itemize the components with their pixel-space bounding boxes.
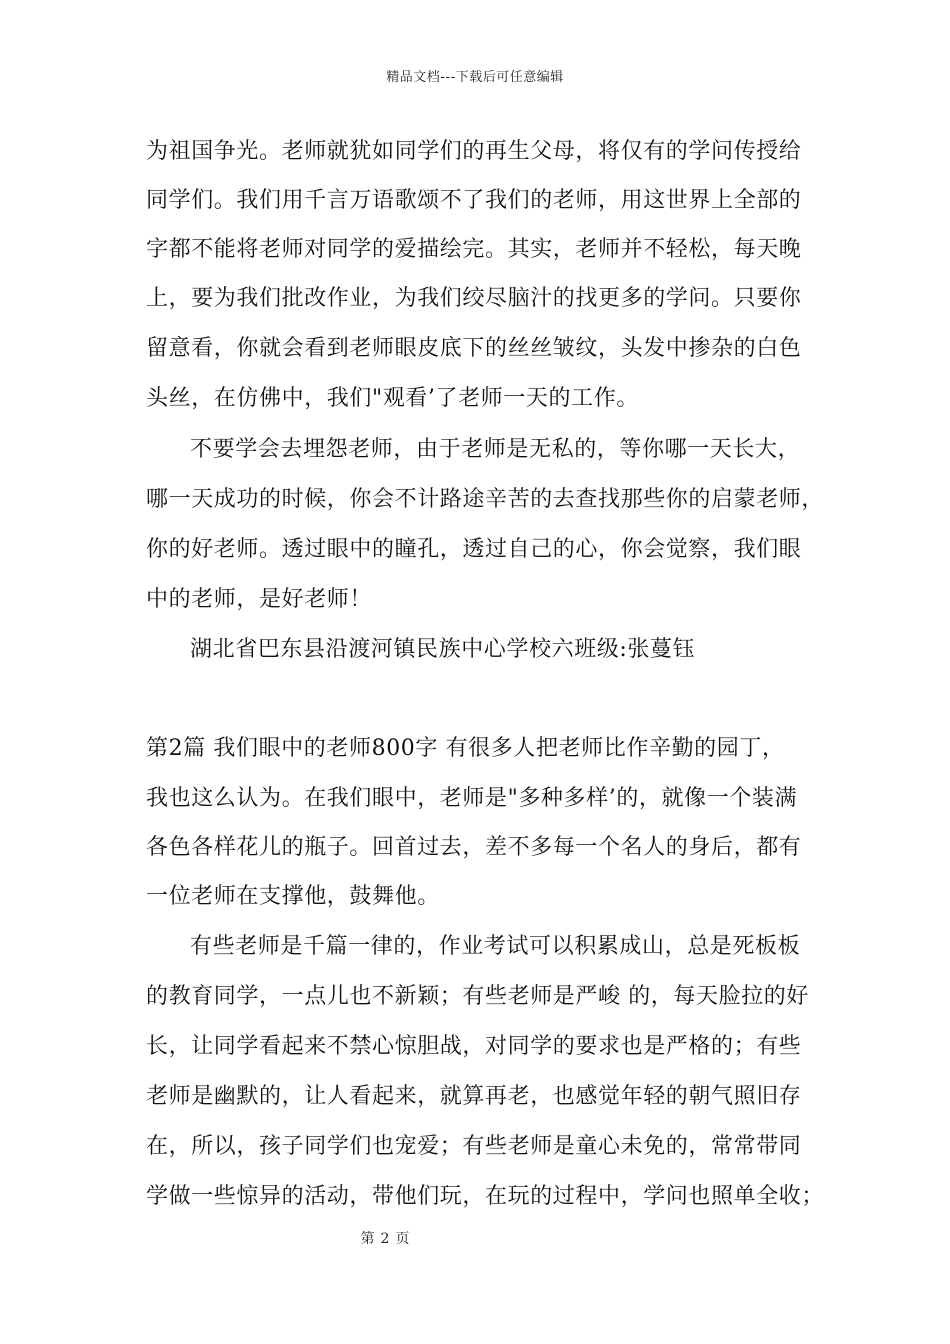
article-heading-line: 第2篇 我们眼中的老师800字 有很多人把老师比作辛勤的园丁， (146, 736, 785, 761)
page-footer (300, 1228, 470, 1248)
author-signature: 湖北省巴东县沿渡河镇民族中心学校六班级:张蔓钰 (190, 637, 696, 662)
body-line: 上，要为我们批改作业，为我们绞尽脑汁的找更多的学问。只要你 (146, 286, 802, 311)
body-line: 我也这么认为。在我们眼中，老师是"多种多样’的，就像一个装满 (146, 786, 798, 811)
body-line: 头丝，在仿佛中，我们"观看’了老师一天的工作。 (146, 386, 639, 411)
body-line: 为祖国争光。老师就犹如同学们的再生父母，将仅有的学问传授给 (146, 139, 802, 164)
body-line: 在，所以，孩子同学们也宠爱；有些老师是童心未免的，常常带同 (146, 1134, 802, 1159)
body-line: 中的老师，是好老师！ (146, 587, 373, 612)
page-number: 2 (380, 1231, 390, 1247)
page-number-suffix: 页 (395, 1231, 410, 1247)
body-line: 学做一些惊异的活动，带他们玩，在玩的过程中，学问也照单全收； (146, 1184, 825, 1209)
body-line: 的教育同学，一点儿也不新颖；有些老师是严峻 的，每天脸拉的好 (146, 984, 809, 1009)
body-line: 同学们。我们用千言万语歌颂不了我们的老师，用这世界上全部的 (146, 188, 802, 213)
body-line: 长，让同学看起来不禁心惊胆战，对同学的要求也是严格的；有些 (146, 1034, 802, 1059)
body-line: 哪一天成功的时候，你会不计路途辛苦的去查找那些你的启蒙老师， (146, 487, 825, 512)
body-line: 各色各样花儿的瓶子。回首过去，差不多每一个名人的身后，都有 (146, 835, 802, 860)
paragraph-first-line: 有些老师是千篇一律的，作业考试可以积累成山，总是死板板 (190, 934, 801, 959)
body-line: 留意看，你就会看到老师眼皮底下的丝丝皱纹，头发中掺杂的白色 (146, 336, 802, 361)
paragraph-first-line: 不要学会去埋怨老师，由于老师是无私的，等你哪一天长大， (190, 437, 801, 462)
page-number-prefix: 第 (360, 1231, 375, 1247)
page-header: 精品文档---下载后可任意编辑 (386, 70, 564, 85)
body-line: 你的好老师。透过眼中的瞳孔，透过自己的心，你会觉察，我们眼 (146, 537, 802, 562)
body-line: 老师是幽默的，让人看起来，就算再老，也感觉年轻的朝气照旧存 (146, 1084, 802, 1109)
body-line: 字都不能将老师对同学的爱描绘完。其实，老师并不轻松，每天晚 (146, 237, 802, 262)
body-line: 一位老师在支撑他，鼓舞他。 (146, 884, 440, 909)
